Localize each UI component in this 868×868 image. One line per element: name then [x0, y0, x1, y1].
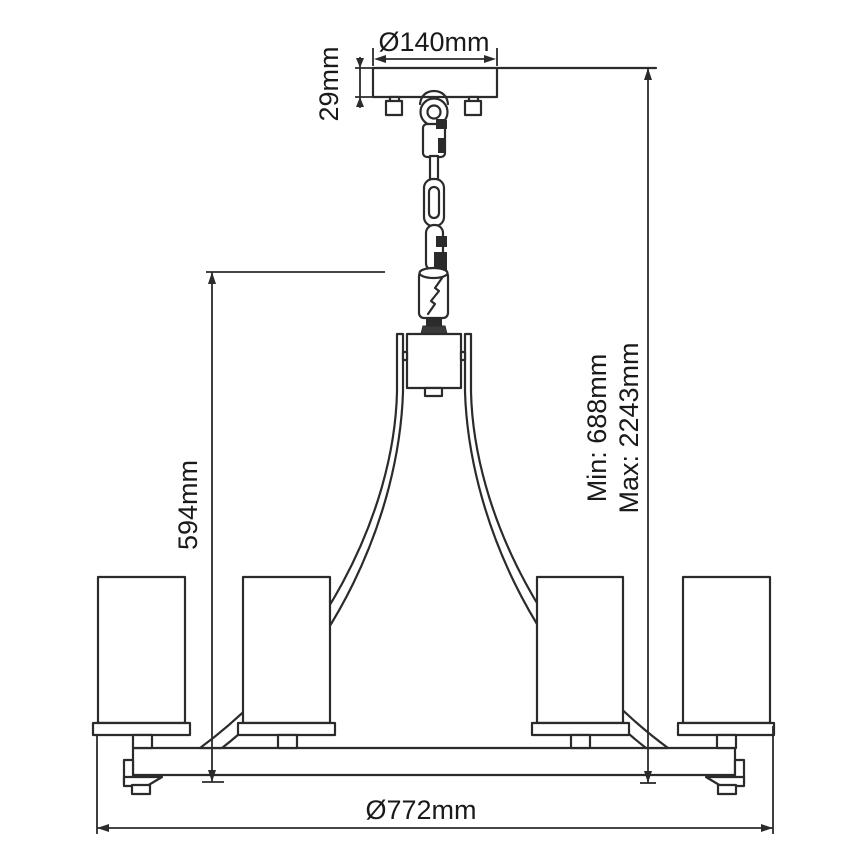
- shade-stem: [571, 735, 590, 748]
- shade-4: [678, 577, 774, 748]
- shade-1: [93, 577, 190, 748]
- cord-adjuster: [419, 268, 448, 326]
- shade-stem: [717, 735, 736, 748]
- hub-body: [407, 334, 461, 388]
- shade-cylinder: [243, 577, 330, 723]
- mounting-screw-right: [465, 97, 481, 115]
- shade-3: [532, 577, 629, 748]
- shade-2: [238, 577, 335, 748]
- canopy-plate: [373, 68, 497, 97]
- canopy-height-label: 29mm: [314, 46, 344, 122]
- max-drop-label: Max: 2243mm: [614, 342, 644, 514]
- central-hub: [403, 326, 465, 396]
- mounting-screw-left: [386, 97, 402, 115]
- shade-cylinder: [683, 577, 770, 723]
- shade-base: [532, 723, 629, 735]
- dim-canopy-diameter: [373, 27, 497, 66]
- chain-stem: [430, 156, 438, 181]
- ceiling-canopy: [373, 68, 656, 129]
- hanging-chain: [419, 119, 448, 326]
- ring-band: [133, 748, 735, 775]
- shade-base: [93, 723, 190, 735]
- hub-cap: [421, 326, 447, 334]
- min-drop-label: Min: 688mm: [582, 353, 612, 503]
- shade-base: [678, 723, 774, 735]
- chain-turnbuckle: [423, 119, 446, 157]
- shade-cylinder: [537, 577, 623, 723]
- shade-stem: [133, 735, 152, 748]
- dim-overall-diameter: [97, 726, 773, 834]
- hub-arm-joint-right: [461, 352, 465, 360]
- hub-arm-joint-left: [403, 352, 407, 360]
- chain-link: [424, 179, 444, 226]
- body-height-label: 594mm: [173, 459, 203, 551]
- overall-diameter-label: Ø772mm: [365, 795, 477, 825]
- canopy-diameter-label: Ø140mm: [378, 27, 490, 57]
- shade-stem: [278, 735, 297, 748]
- shade-base: [238, 723, 335, 735]
- chain-hook: [426, 225, 447, 271]
- hub-tab: [425, 388, 442, 396]
- shade-cylinder: [98, 577, 185, 723]
- dim-canopy-height: [314, 46, 372, 121]
